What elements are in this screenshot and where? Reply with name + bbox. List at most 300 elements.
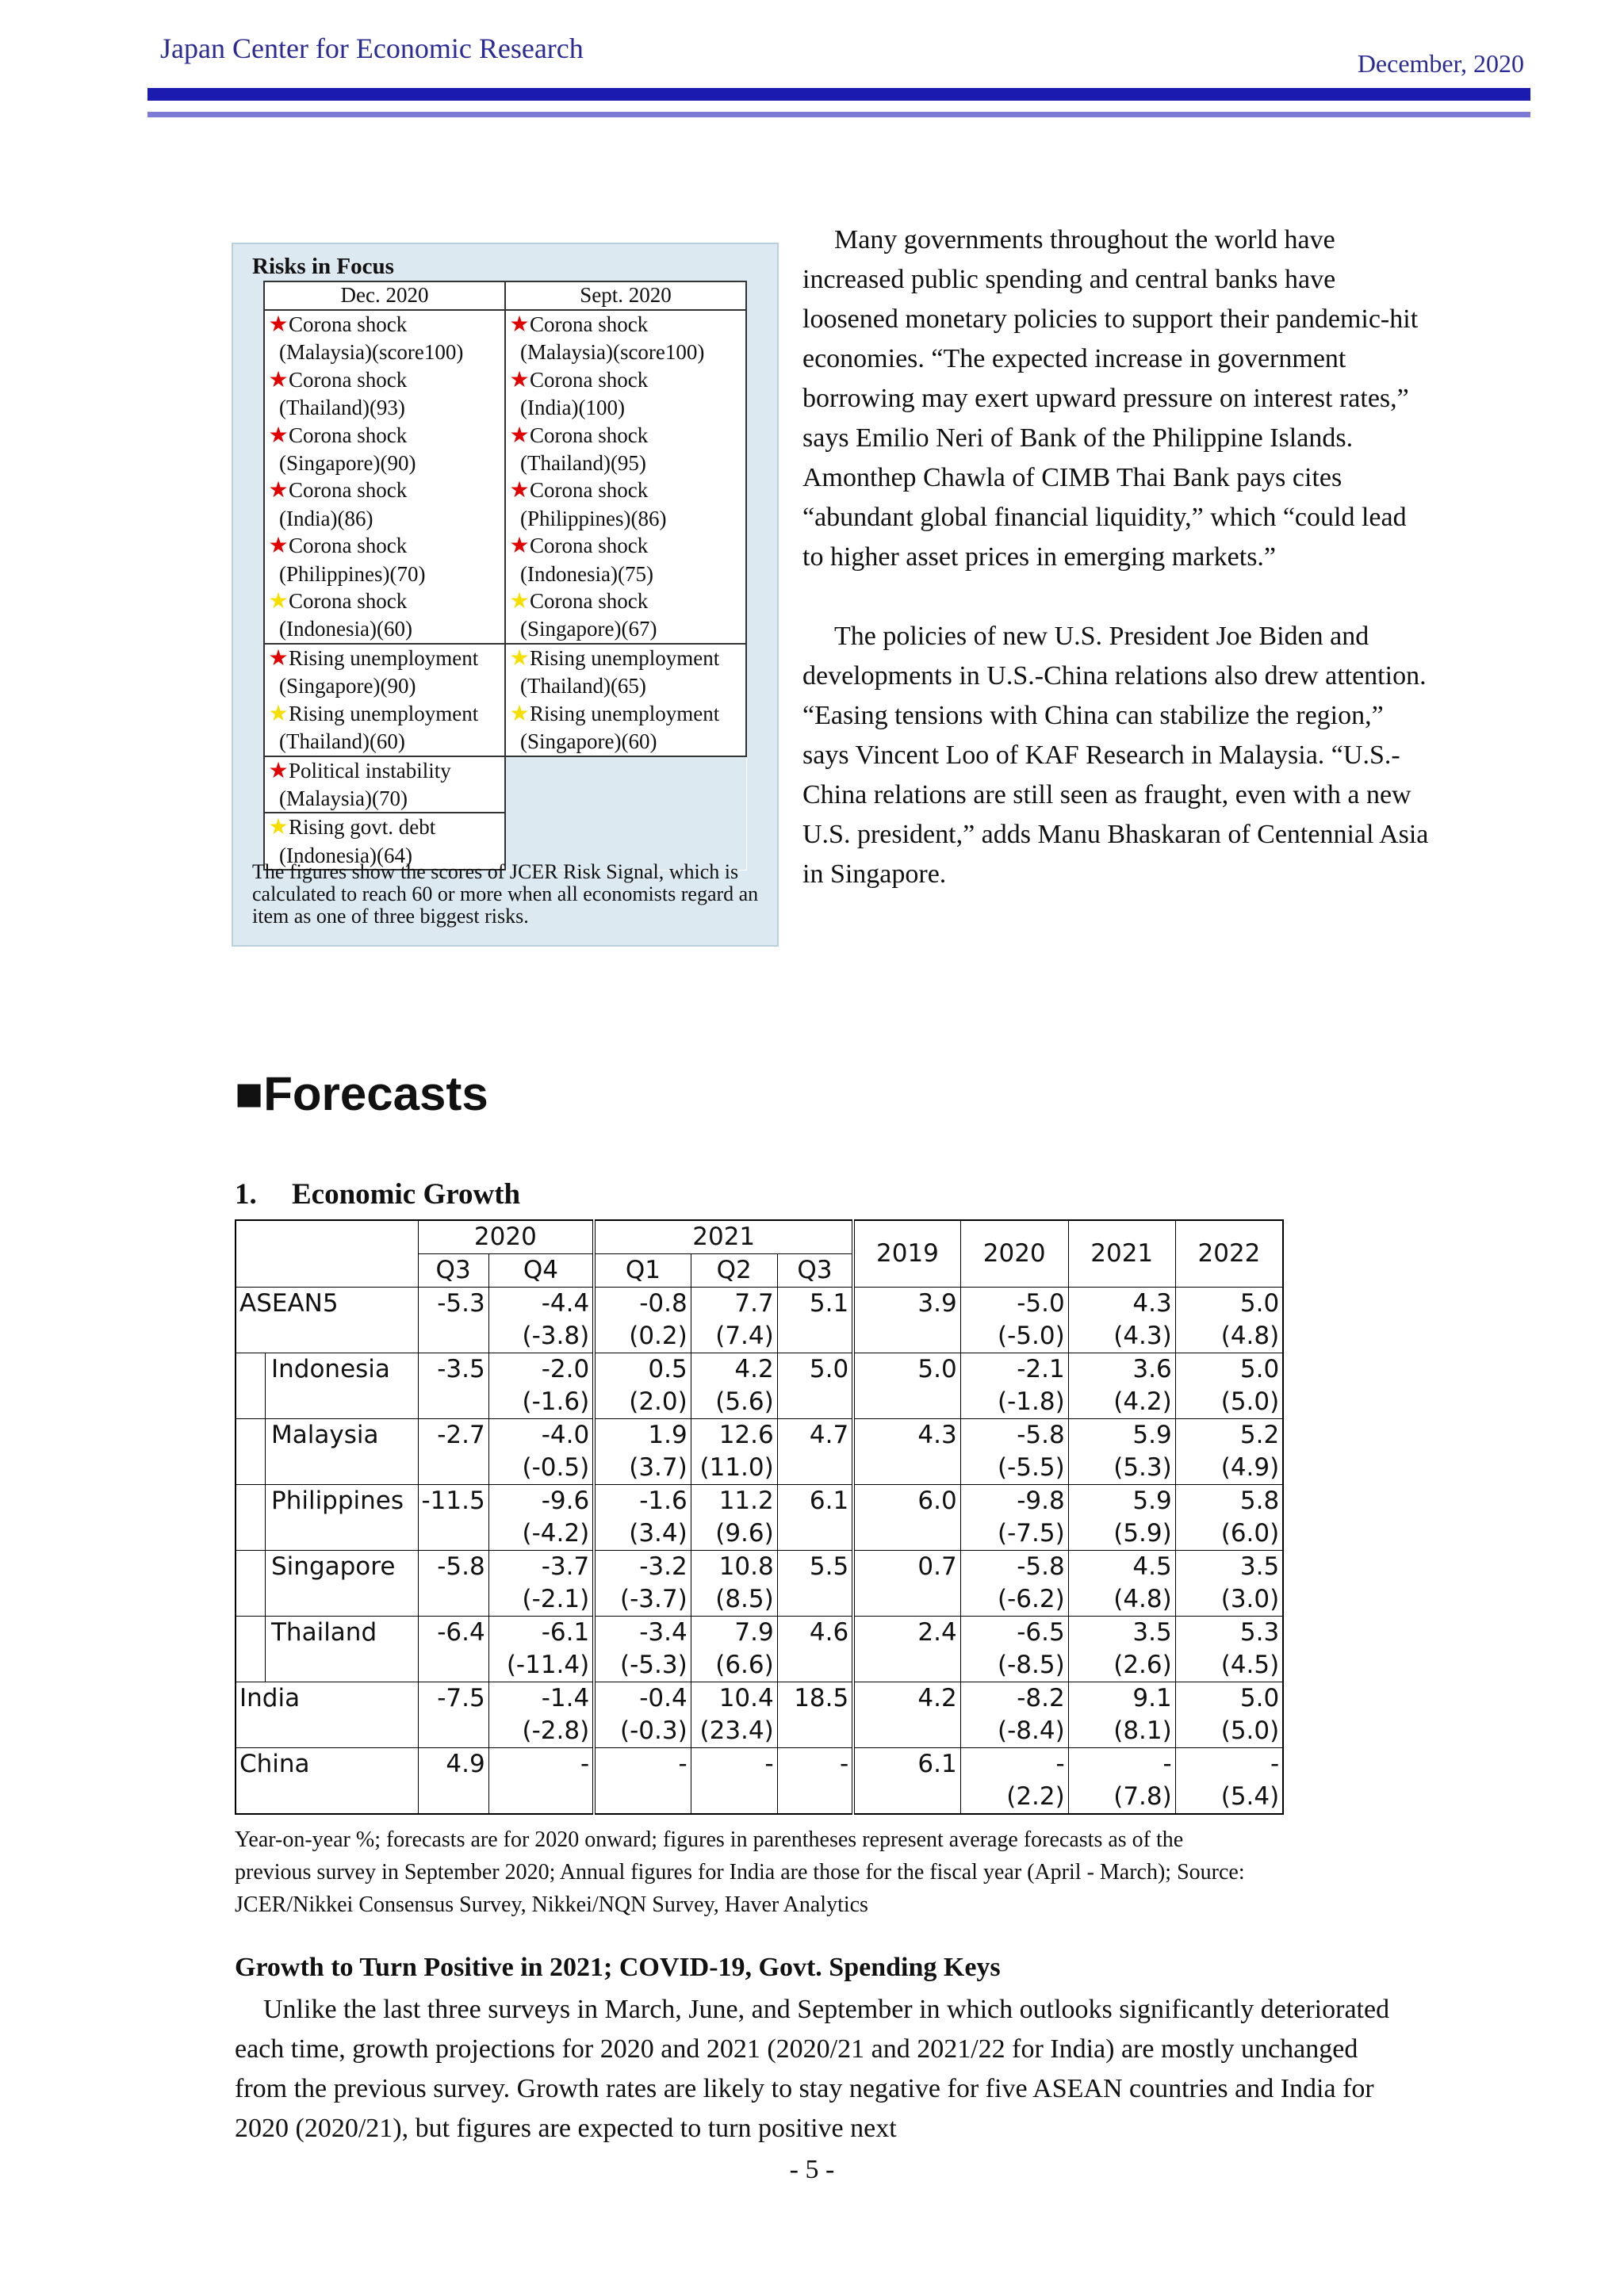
table-cell: [488, 1419, 594, 1485]
table-cell: [1175, 1419, 1283, 1485]
risk-score: (Malaysia)(70): [279, 786, 408, 810]
forecast-value: -3.7: [541, 1552, 590, 1581]
risk-score: (Malaysia)(score100): [520, 340, 705, 365]
risk-label: Corona shock: [530, 367, 649, 392]
page-number: - 5 -: [789, 2155, 835, 2184]
subsection-title: [235, 1177, 520, 1211]
risk-label: Political instability: [289, 758, 451, 783]
forecast-value: 3.6: [1132, 1355, 1172, 1383]
yellow-star-icon: ★: [268, 589, 289, 614]
table-cell: [1068, 1288, 1175, 1353]
red-star-icon: ★: [268, 758, 289, 783]
risk-score: (Thailand)(65): [520, 674, 646, 698]
previous-forecast-value: (5.6): [715, 1387, 774, 1416]
year-2021-header: 2021: [594, 1220, 853, 1254]
previous-forecast-value: (5.0): [1220, 1716, 1280, 1745]
caption-line: previous survey in September 2020; Annual figures for India are those for the fiscal year (April - March); Source:: [235, 1860, 1245, 1885]
row-label: China: [236, 1748, 418, 1815]
risks-col-sept: Sept. 2020: [505, 281, 746, 310]
table-cell: [1175, 1682, 1283, 1748]
previous-forecast-value: (-3.8): [522, 1322, 590, 1350]
forecast-value: 5.0: [1239, 1355, 1280, 1383]
table-cell: [1068, 1485, 1175, 1551]
red-star-icon: ★: [509, 312, 530, 337]
table-cell: [594, 1551, 691, 1617]
forecast-value: 10.4: [718, 1684, 774, 1712]
previous-forecast-value: (6.0): [1220, 1519, 1280, 1548]
forecast-value: 18.5: [794, 1684, 849, 1712]
forecast-value: -: [1270, 1750, 1280, 1778]
risk-item: [506, 587, 745, 643]
forecast-value: 5.5: [809, 1552, 849, 1581]
table-cell: [1068, 1748, 1175, 1815]
table-cell: [960, 1485, 1068, 1551]
table-cell: [960, 1353, 1068, 1419]
quarter-header: Q2: [691, 1254, 777, 1288]
forecast-value: -4.0: [541, 1421, 590, 1449]
forecast-value: -3.5: [437, 1355, 485, 1383]
risk-score: (Singapore)(90): [279, 451, 416, 476]
forecast-value: -6.4: [437, 1618, 485, 1647]
table-row: [236, 1551, 1283, 1617]
quarter-header: Q3: [777, 1254, 853, 1288]
table-cell: [691, 1551, 777, 1617]
year-2020-header: 2020: [418, 1220, 594, 1254]
previous-forecast-value: (6.6): [715, 1651, 774, 1679]
risk-label: Corona shock: [289, 367, 408, 392]
annual-2019-header: 2019: [853, 1220, 960, 1288]
previous-forecast-value: (4.8): [1113, 1585, 1172, 1613]
table-cell: [853, 1419, 960, 1485]
forecast-value: 5.0: [809, 1355, 849, 1383]
table-cell: [853, 1617, 960, 1682]
forecast-value: 6.0: [917, 1487, 957, 1515]
previous-forecast-value: [492, 1781, 590, 1813]
caption-line: Year-on-year %; forecasts are for 2020 onward; figures in parentheses represent average forecasts as of the: [235, 1827, 1184, 1852]
risk-label: Rising govt. debt: [289, 815, 436, 840]
table-cell: [1068, 1353, 1175, 1419]
risk-item: [265, 311, 504, 366]
forecast-value: 1.9: [648, 1421, 688, 1449]
previous-forecast-value: (11.0): [699, 1453, 774, 1482]
risk-item: [506, 476, 745, 532]
risk-score: (India)(100): [520, 396, 625, 420]
previous-forecast-value: [781, 1715, 849, 1747]
red-star-icon: ★: [268, 478, 289, 503]
forecast-value: 4.3: [917, 1421, 957, 1449]
red-star-icon: ★: [509, 534, 530, 559]
forecast-value: 9.1: [1132, 1684, 1172, 1712]
table-cell: [777, 1748, 853, 1815]
forecast-value: 11.2: [718, 1487, 774, 1515]
previous-forecast-value: [858, 1320, 957, 1353]
previous-forecast-value: [422, 1517, 485, 1550]
risk-item: [265, 645, 504, 700]
previous-forecast-value: (-2.1): [522, 1585, 590, 1613]
table-cell: [691, 1682, 777, 1748]
table-row: [236, 1682, 1283, 1748]
forecast-value: -4.4: [541, 1289, 590, 1318]
table-cell: [1175, 1288, 1283, 1353]
previous-forecast-value: (-0.5): [522, 1453, 590, 1482]
table-cell: [777, 1551, 853, 1617]
forecast-value: -5.8: [1017, 1421, 1065, 1449]
yellow-star-icon: ★: [268, 815, 289, 840]
forecast-value: 4.2: [734, 1355, 774, 1383]
table-cell: [691, 1617, 777, 1682]
forecast-value: 3.5: [1239, 1552, 1280, 1581]
risk-item: [265, 532, 504, 587]
previous-forecast-value: (-5.5): [998, 1453, 1065, 1482]
row-label: Philippines: [236, 1485, 418, 1551]
forecast-value: -3.2: [639, 1552, 688, 1581]
previous-forecast-value: [858, 1715, 957, 1747]
previous-forecast-value: (-1.6): [522, 1387, 590, 1416]
red-star-icon: ★: [268, 312, 289, 337]
previous-forecast-value: (4.3): [1113, 1322, 1172, 1350]
yellow-star-icon: ★: [509, 645, 530, 671]
table-cell: [691, 1353, 777, 1419]
table-cell: [488, 1682, 594, 1748]
forecast-value: -3.4: [639, 1618, 688, 1647]
forecast-value: 6.1: [917, 1750, 957, 1778]
forecast-value: -: [1162, 1750, 1172, 1778]
table-row: [236, 1748, 1283, 1815]
risks-title: Risks in Focus: [252, 254, 394, 279]
forecast-value: -5.8: [437, 1552, 485, 1581]
forecast-value: 7.9: [734, 1618, 774, 1647]
risk-label: Rising unemployment: [530, 645, 720, 670]
previous-forecast-value: [422, 1649, 485, 1682]
forecast-value: 12.6: [718, 1421, 774, 1449]
table-cell: [488, 1748, 594, 1815]
forecast-value: 4.3: [1132, 1289, 1172, 1318]
subsection-number: 1.: [235, 1178, 257, 1211]
previous-forecast-value: [781, 1320, 849, 1353]
risk-item: [506, 422, 745, 477]
risk-item: [506, 645, 745, 700]
previous-forecast-value: (-8.4): [998, 1716, 1065, 1745]
forecast-value: -8.2: [1017, 1684, 1065, 1712]
paragraph-1: Many governments throughout the world have increased public spending and central banks have loosened monetary policies to support their pandemic-hit economies. “The expected increase in government borrowing may exert upward pressure on interest rates,” says Emilio Neri of Bank of the Philippine Islands. Amonthep Chawla of CIMB Thai Bank pays cites “abundant global financial liquidity,” which “could lead to higher asset prices in emerging markets.”: [802, 225, 1419, 572]
yellow-star-icon: ★: [509, 589, 530, 614]
annual-2022-header: 2022: [1175, 1220, 1283, 1288]
table-cell: [594, 1682, 691, 1748]
previous-forecast-value: [781, 1517, 849, 1550]
table-cell: [488, 1551, 594, 1617]
previous-forecast-value: (8.5): [715, 1585, 774, 1613]
table-cell: [853, 1748, 960, 1815]
previous-forecast-value: (-0.3): [620, 1716, 688, 1745]
table-cell: [594, 1419, 691, 1485]
forecast-value: -2.7: [437, 1421, 485, 1449]
red-star-icon: ★: [268, 645, 289, 671]
previous-forecast-value: [422, 1715, 485, 1747]
forecast-value: 4.5: [1132, 1552, 1172, 1581]
table-cell: [418, 1682, 488, 1748]
previous-forecast-value: (4.2): [1113, 1387, 1172, 1416]
table-cell: [960, 1682, 1068, 1748]
previous-forecast-value: [858, 1583, 957, 1616]
quarter-header: Q3: [418, 1254, 488, 1288]
previous-forecast-value: [599, 1781, 688, 1813]
table-cell: [1175, 1485, 1283, 1551]
previous-forecast-value: [695, 1781, 774, 1813]
previous-forecast-value: [422, 1452, 485, 1484]
forecast-value: -9.6: [541, 1487, 590, 1515]
previous-forecast-value: (5.9): [1113, 1519, 1172, 1548]
table-cell: [853, 1485, 960, 1551]
risk-score: (Singapore)(90): [279, 674, 416, 698]
table-cell: [960, 1419, 1068, 1485]
table-cell: [691, 1485, 777, 1551]
row-label: India: [236, 1682, 418, 1748]
table-cell: [418, 1353, 488, 1419]
table-cell: [777, 1419, 853, 1485]
forecast-value: -5.8: [1017, 1552, 1065, 1581]
risk-score: (Malaysia)(score100): [279, 340, 464, 365]
previous-forecast-value: [422, 1781, 485, 1813]
forecast-value: 4.6: [809, 1618, 849, 1647]
risk-group-row: [264, 644, 746, 756]
risks-in-focus-box: [232, 243, 779, 947]
risk-item: [265, 587, 504, 643]
subsection-label: Economic Growth: [292, 1178, 521, 1211]
forecast-value: -6.1: [541, 1618, 590, 1647]
annual-2020-header: 2020: [960, 1220, 1068, 1288]
risk-label: Rising unemployment: [530, 701, 720, 725]
forecast-value: 7.7: [734, 1289, 774, 1318]
row-label: Malaysia: [236, 1419, 418, 1485]
red-star-icon: ★: [509, 367, 530, 392]
risk-score: (India)(86): [279, 506, 373, 530]
table-cell: [691, 1419, 777, 1485]
table-row: [236, 1353, 1283, 1419]
forecast-value: 5.0: [1239, 1289, 1280, 1318]
previous-forecast-value: (4.5): [1220, 1651, 1280, 1679]
table-cell: [418, 1288, 488, 1353]
previous-forecast-value: [858, 1781, 957, 1813]
previous-forecast-value: [858, 1452, 957, 1484]
risk-score: (Philippines)(86): [520, 506, 667, 530]
header-org: Japan Center for Economic Research: [160, 33, 584, 64]
previous-forecast-value: (4.8): [1220, 1322, 1280, 1350]
table-cell: [594, 1288, 691, 1353]
table-cell: [418, 1419, 488, 1485]
previous-forecast-value: (5.4): [1220, 1782, 1280, 1811]
forecast-value: -2.1: [1017, 1355, 1065, 1383]
risk-item: [265, 700, 504, 756]
table-cell: [1175, 1551, 1283, 1617]
risk-item: [265, 422, 504, 477]
table-cell: [777, 1617, 853, 1682]
previous-forecast-value: (0.2): [629, 1322, 688, 1350]
forecast-value: -: [678, 1750, 688, 1778]
caption-line: JCER/Nikkei Consensus Survey, Nikkei/NQN Survey, Haver Analytics: [235, 1892, 868, 1917]
risk-item: [506, 532, 745, 587]
risk-label: Corona shock: [289, 589, 408, 614]
previous-forecast-value: [422, 1386, 485, 1418]
previous-forecast-value: [858, 1649, 957, 1682]
forecast-value: -0.4: [639, 1684, 688, 1712]
table-cell: [1068, 1419, 1175, 1485]
risk-item: [265, 366, 504, 422]
forecast-value: 5.9: [1132, 1421, 1172, 1449]
forecast-value: -0.8: [639, 1289, 688, 1318]
risk-label: Corona shock: [289, 478, 408, 503]
table-cell: [777, 1288, 853, 1353]
previous-forecast-value: (-11.4): [506, 1651, 590, 1679]
table-cell: [777, 1682, 853, 1748]
forecast-value: -: [764, 1750, 774, 1778]
forecast-value: -1.4: [541, 1684, 590, 1712]
risks-table: [263, 281, 747, 871]
risk-item: [506, 366, 745, 422]
forecast-value: 5.8: [1239, 1487, 1280, 1515]
table-cell: [488, 1288, 594, 1353]
previous-forecast-value: (5.0): [1220, 1387, 1280, 1416]
forecast-value: -5.0: [1017, 1289, 1065, 1318]
forecast-value: 5.2: [1239, 1421, 1280, 1449]
risk-label: Corona shock: [530, 589, 649, 614]
table-cell: [1175, 1353, 1283, 1419]
table-cell: [1175, 1748, 1283, 1815]
risk-item: [506, 311, 745, 366]
forecast-value: -7.5: [437, 1684, 485, 1712]
forecast-value: 5.9: [1132, 1487, 1172, 1515]
forecast-value: 3.5: [1132, 1618, 1172, 1647]
red-star-icon: ★: [268, 367, 289, 392]
risk-item: [265, 757, 504, 813]
row-label: Singapore: [236, 1551, 418, 1617]
previous-forecast-value: (2.0): [629, 1387, 688, 1416]
forecast-value: -6.5: [1017, 1618, 1065, 1647]
risk-item: [265, 476, 504, 532]
forecast-value: 4.7: [809, 1421, 849, 1449]
table-cell: [488, 1617, 594, 1682]
body-text: [235, 1990, 1408, 2149]
previous-forecast-value: (7.4): [715, 1322, 774, 1350]
table-cell: [960, 1551, 1068, 1617]
forecast-table: [235, 1219, 1284, 1815]
risk-score: (Thailand)(95): [520, 451, 646, 476]
row-label: ASEAN5: [236, 1288, 418, 1353]
table-row: [236, 1617, 1283, 1682]
risk-score: (Thailand)(93): [279, 396, 405, 420]
previous-forecast-value: (3.0): [1220, 1585, 1280, 1613]
table-cell: [1175, 1617, 1283, 1682]
table-cell: [777, 1353, 853, 1419]
table-cell: [594, 1617, 691, 1682]
red-star-icon: ★: [509, 423, 530, 448]
yellow-star-icon: ★: [268, 701, 289, 726]
table-cell: [691, 1748, 777, 1815]
forecast-value: -2.0: [541, 1355, 590, 1383]
risk-label: Corona shock: [530, 312, 649, 336]
forecast-value: 0.7: [917, 1552, 957, 1581]
risk-score: (Indonesia)(75): [520, 561, 653, 586]
risk-score: (Indonesia)(64): [279, 843, 412, 867]
table-row: [236, 1485, 1283, 1551]
table-cell: [488, 1353, 594, 1419]
previous-forecast-value: (3.7): [629, 1453, 688, 1482]
table-cell: [594, 1353, 691, 1419]
table-cell: [594, 1748, 691, 1815]
row-label: Thailand: [236, 1617, 418, 1682]
paragraph-2: The policies of new U.S. President Joe Biden and developments in U.S.-China relations also drew attention. “Easing tensions with China can stabilize the region,” says Vincent Loo of KAF Research in Malaysia. “U.S.-China relations are still seen as fraught, even with a new U.S. president,” adds Manu Bhaskaran of Centennial Asia in Singapore.: [802, 622, 1429, 889]
quarter-header: Q1: [594, 1254, 691, 1288]
risk-label: Corona shock: [530, 534, 649, 558]
previous-forecast-value: (-8.5): [998, 1651, 1065, 1679]
right-column-text: [802, 220, 1429, 894]
table-cell: [418, 1748, 488, 1815]
risk-label: Corona shock: [289, 423, 408, 447]
table-cell: [691, 1288, 777, 1353]
table-cell: [418, 1617, 488, 1682]
risk-group-row: [264, 310, 746, 644]
risk-label: Corona shock: [530, 423, 649, 447]
risk-score: (Thailand)(60): [279, 729, 405, 754]
table-cell: [1068, 1682, 1175, 1748]
table-cell: [418, 1485, 488, 1551]
table-cell: [1068, 1617, 1175, 1682]
red-star-icon: ★: [268, 534, 289, 559]
row-label: Indonesia: [236, 1353, 418, 1419]
previous-forecast-value: [781, 1649, 849, 1682]
previous-forecast-value: (2.6): [1113, 1651, 1172, 1679]
table-cell: [853, 1353, 960, 1419]
forecast-value: -11.5: [421, 1487, 485, 1515]
previous-forecast-value: (23.4): [699, 1716, 774, 1745]
previous-forecast-value: (-6.2): [998, 1585, 1065, 1613]
previous-forecast-value: (-4.2): [522, 1519, 590, 1548]
table-caption: [235, 1823, 1400, 1921]
risk-score: (Singapore)(60): [520, 729, 657, 754]
previous-forecast-value: (4.9): [1220, 1453, 1280, 1482]
previous-forecast-value: [781, 1583, 849, 1616]
risk-group-row: [264, 756, 746, 813]
table-cell: [777, 1485, 853, 1551]
risk-label: Corona shock: [289, 534, 408, 558]
previous-forecast-value: (3.4): [629, 1519, 688, 1548]
risk-label: Rising unemployment: [289, 701, 479, 725]
section-title: ■Forecasts: [235, 1067, 488, 1120]
risk-score: (Singapore)(67): [520, 617, 657, 641]
table-cell: [418, 1551, 488, 1617]
forecast-value: -1.6: [639, 1487, 688, 1515]
forecast-value: -: [840, 1750, 849, 1778]
risk-label: Corona shock: [289, 312, 408, 336]
body-paragraph: Unlike the last three surveys in March, June, and September in which outlooks significantly deteriorated each time, growth projections for 2020 and 2021 (2020/21 and 2021/22 for India) are mostly unchanged from the previous survey. Growth rates are likely to stay negative for five ASEAN countries and India for 2020 (2020/21), but figures are expected to turn positive next: [235, 1995, 1390, 2143]
previous-forecast-value: (-5.3): [620, 1651, 688, 1679]
forecast-value: 5.0: [917, 1355, 957, 1383]
forecast-value: 5.3: [1239, 1618, 1280, 1647]
previous-forecast-value: [781, 1386, 849, 1418]
previous-forecast-value: (2.2): [1006, 1782, 1065, 1811]
forecast-value: 2.4: [917, 1618, 957, 1647]
previous-forecast-value: [781, 1452, 849, 1484]
previous-forecast-value: (-3.7): [620, 1585, 688, 1613]
previous-forecast-value: (-1.8): [998, 1387, 1065, 1416]
red-star-icon: ★: [509, 478, 530, 503]
risk-score: (Philippines)(70): [279, 561, 426, 586]
table-cell: [594, 1485, 691, 1551]
previous-forecast-value: [422, 1320, 485, 1353]
previous-forecast-value: (7.8): [1113, 1782, 1172, 1811]
previous-forecast-value: (9.6): [715, 1519, 774, 1548]
forecast-value: -9.8: [1017, 1487, 1065, 1515]
forecast-value: 5.1: [809, 1289, 849, 1318]
